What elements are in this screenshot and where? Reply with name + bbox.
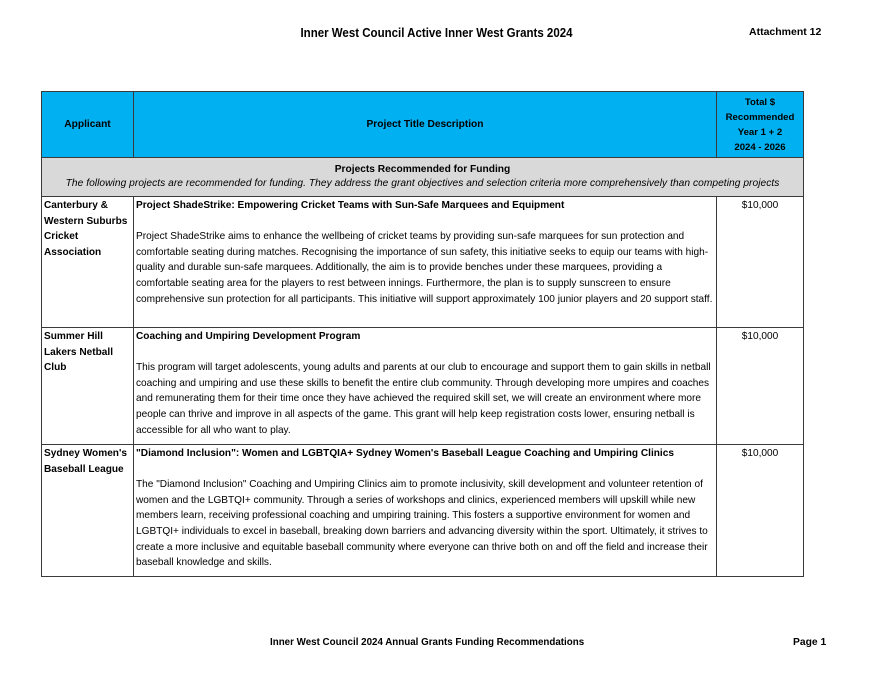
header-total-line3: Year 1 + 2 <box>737 126 783 138</box>
document-title: Inner West Council Active Inner West Grants 2024 <box>300 26 573 40</box>
project-title: Coaching and Umpiring Development Program <box>136 331 361 342</box>
description-cell <box>134 328 717 445</box>
description-cell <box>134 445 717 577</box>
project-description: Project ShadeStrike aims to enhance the wellbeing of cricket teams by providing sun-safe marquees for sun protection and comfortable seating during matches. Recognising the importance of sun safety, this initiative seeks to equip our teams with high-quality and durable sun-safe marquees. Additionally, the aim is to provide benches under these marquees, providing a comfortable seating area for the players to rest between innings. Furthermore, the plan is to supply sunscreen to ensure comprehensive sun protection for all participants. This initiative will support approximately 100 junior players and 20 support staff. <box>136 231 713 305</box>
table-row <box>42 445 804 577</box>
table-row <box>42 197 804 328</box>
amount-cell: $10,000 <box>717 197 804 328</box>
header-applicant: Applicant <box>42 92 134 158</box>
section-banner-cell <box>42 158 804 197</box>
header-project-title-description: Project Title Description <box>134 92 717 158</box>
project-title: "Diamond Inclusion": Women and LGBTQIA+ Sydney Women's Baseball League Coaching and Umpiring Clinics <box>136 448 674 459</box>
table-header-row <box>42 92 804 158</box>
attachment-label: Attachment 12 <box>749 26 822 38</box>
header-total-recommended <box>717 92 804 158</box>
project-description: The "Diamond Inclusion" Coaching and Umpiring Clinics aim to promote inclusivity, skill development and volunteer retention of women and the LGBTQI+ community. Through a series of workshops and clinics, experienced members will upskill while new members learn, receiving professional coaching and umpiring training. This fosters a supportive environment for women and LGBTQI+ individuals to excel in baseball, breaking down barriers and advancing diversity within the sport. Ultimately, it strives to create a more inclusive and equitable baseball community where everyone can thrive both on and off the field and increase their baseball knowledge and skills. <box>136 479 708 569</box>
section-subtitle: The following projects are recommended for funding. They address the grant objectives and selection criteria more comprehensively than competing projects <box>65 178 780 189</box>
table-row <box>42 328 804 445</box>
grants-table <box>41 91 804 577</box>
applicant-cell: Sydney Women's Baseball League <box>42 445 134 577</box>
description-cell <box>134 197 717 328</box>
applicant-cell: Summer Hill Lakers Netball Club <box>42 328 134 445</box>
project-title: Project ShadeStrike: Empowering Cricket Teams with Sun-Safe Marquees and Equipment <box>136 200 565 211</box>
amount-cell: $10,000 <box>717 445 804 577</box>
footer-text: Inner West Council 2024 Annual Grants Funding Recommendations <box>270 637 585 648</box>
amount-cell: $10,000 <box>717 328 804 445</box>
section-title: Projects Recommended for Funding <box>334 164 511 175</box>
project-description: This program will target adolescents, young adults and parents at our club to encourage and support them to gain skills in netball coaching and umpiring and use these skills to benefit the entire club community. Through developing more umpires and coaches and remunerating them for their time once they have achieved the required skill set, we will create an environment where more people can thrive and improve in all aspects of the game. This grant will help keep registration costs lower, ensuring netball is accessible for all who want to play. <box>136 362 711 436</box>
header-total-line2: Recommended <box>725 111 795 123</box>
applicant-cell: Canterbury & Western Suburbs Cricket Association <box>42 197 134 328</box>
header-total-line1: Total $ <box>744 96 776 108</box>
header-total-line4: 2024 - 2026 <box>734 141 786 153</box>
section-banner <box>42 158 804 197</box>
page-number: Page 1 <box>793 637 827 648</box>
